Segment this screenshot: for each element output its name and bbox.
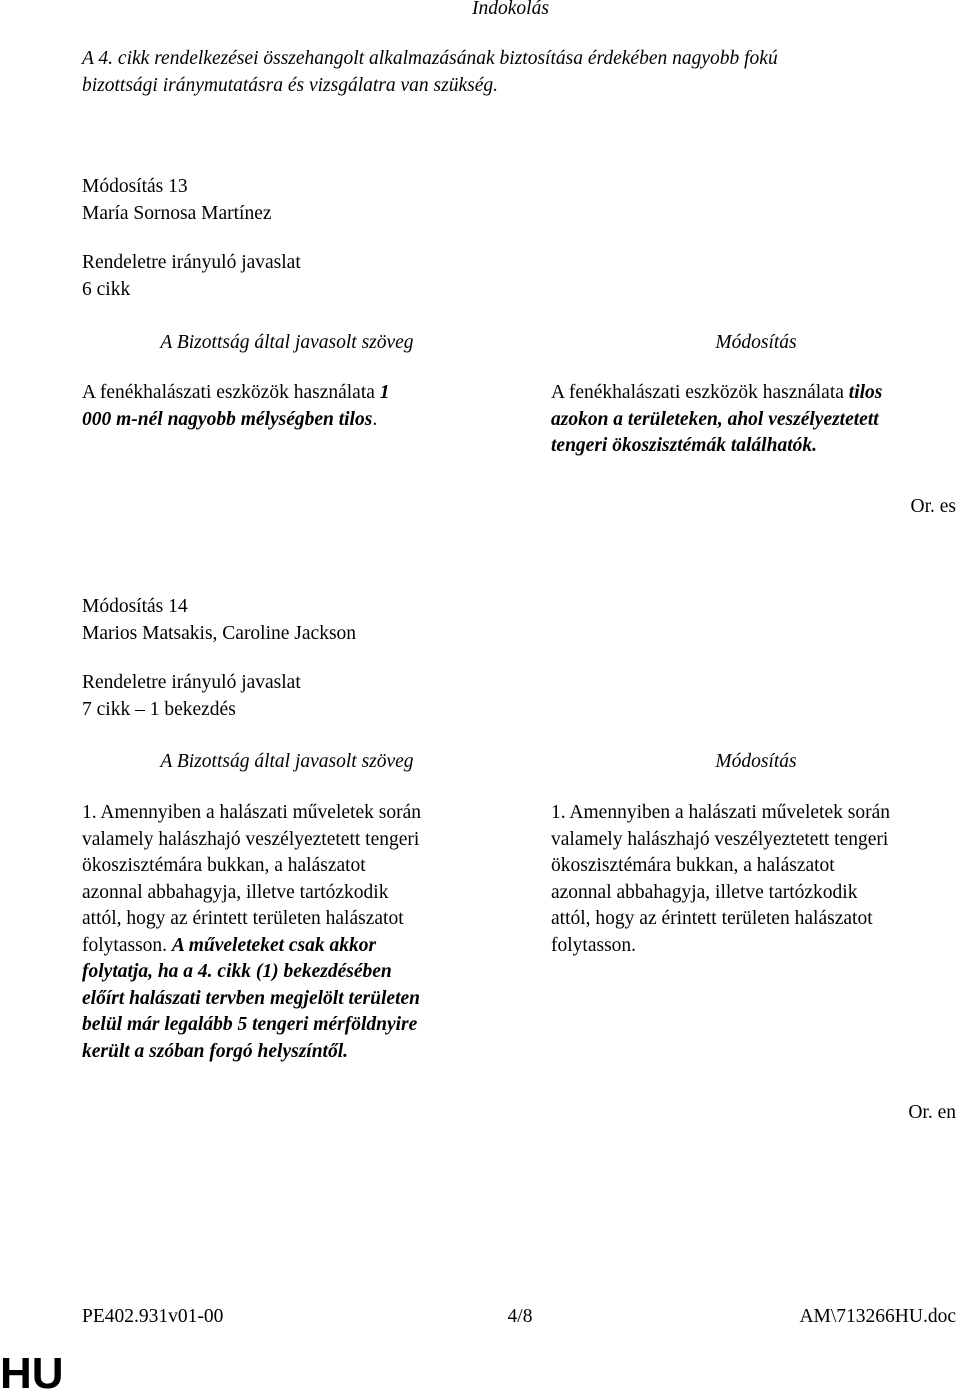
text-line: folytatja, ha a 4. cikk (1) bekezdésében [82,961,392,982]
emphasis-span: 1 [379,382,390,403]
text-line: 1. Amennyiben a halászati műveletek során [82,802,421,823]
amendment-text-cell [551,800,960,959]
document-reference: PE402.931v01-00 [82,1306,224,1327]
justification-line-1: A 4. cikk rendelkezései összehangolt alkalmazásának biztosítása érdekében nagyobb fokú [82,48,778,69]
justification-title: Indokolás [472,0,549,19]
amendment-header: Módosítás [715,751,797,772]
original-language: Or. es [910,496,956,517]
file-reference: AM\713266HU.doc [799,1306,956,1327]
amendment-number: Módosítás 14 [82,596,188,617]
page-number: 4/8 [507,1306,533,1327]
text-span: folytasson. [82,934,172,956]
text-span: . [372,408,378,430]
text-line: került a szóban forgó helyszíntől. [82,1040,349,1062]
amendment-header: Módosítás [715,332,797,353]
text-line: valamely halászhajó veszélyeztetett tengeri [82,828,420,850]
commission-text-cell [82,800,492,1065]
proposal-label: Rendeletre irányuló javaslat [82,672,301,693]
text-line: azonnal abbahagyja, illetve tartózkodik [82,881,389,903]
amendment-author: Marios Matsakis, Caroline Jackson [82,622,357,644]
commission-text-header: A Bizottság által javasolt szöveg [160,332,414,353]
emphasis-span: 000 m-nél nagyobb mélységben tilos [82,408,373,430]
text-line: folytasson. [551,934,637,956]
amendment-text-cell [551,380,960,460]
original-language: Or. en [908,1102,956,1123]
text-line: ökoszisztémára bukkan, a halászatot [82,855,366,876]
text-line [82,933,492,960]
amendment-14-reference [82,670,301,723]
text-line: attól, hogy az érintett területen halászatot [82,908,404,929]
text-line: előírt halászati tervben megjelölt területen [82,987,420,1009]
text-line: valamely halászhajó veszélyeztetett tengeri [551,828,889,850]
text-line [551,380,960,407]
amendment-14-header [82,594,356,647]
text-line [82,407,492,434]
text-line: attól, hogy az érintett területen halászatot [551,908,873,929]
commission-text-header: A Bizottság által javasolt szöveg [160,751,414,772]
amendment-author: María Sornosa Martínez [82,202,272,224]
text-line [82,380,492,407]
justification-text [82,46,778,99]
amendment-13-header [82,174,272,227]
language-tag: HU [0,1349,64,1398]
text-line: tengeri ökoszisztémák találhatók. [551,435,817,456]
text-line: azonnal abbahagyja, illetve tartózkodik [551,881,858,903]
amendment-number: Módosítás 13 [82,176,188,197]
text-line: azokon a területeken, ahol veszélyeztetett [551,408,879,430]
text-span: A fenékhalászati eszközök használata [551,382,849,403]
amendment-13-reference [82,250,301,303]
text-span: A fenékhalászati eszközök használata [82,382,380,403]
text-line: ökoszisztémára bukkan, a halászatot [551,855,835,876]
justification-line-2: bizottsági iránymutatásra és vizsgálatra van szükség. [82,74,499,96]
emphasis-span: tilos [848,382,883,403]
article-label: 6 cikk [82,278,131,300]
proposal-label: Rendeletre irányuló javaslat [82,252,301,273]
commission-text-cell [82,380,492,433]
text-line: belül már legalább 5 tengeri mérföldnyire [82,1014,418,1035]
emphasis-span: A műveleteket csak akkor [171,934,377,956]
article-label: 7 cikk – 1 bekezdés [82,698,236,720]
text-line: 1. Amennyiben a halászati műveletek során [551,802,890,823]
